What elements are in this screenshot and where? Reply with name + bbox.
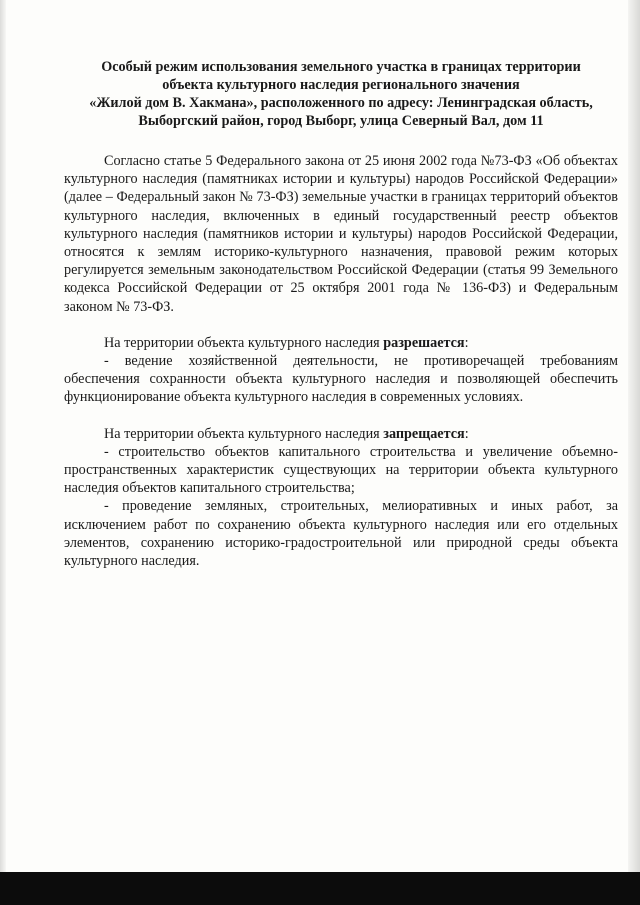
forbidden-item: - проведение земляных, строительных, мелиоративных и иных работ, за исключением работ по сохранению объекта культурного наследия или его отдельных элементов, сохранению историко-градостроительной или природной среды объекта культурного наследия. <box>64 498 618 570</box>
allowed-item: - ведение хозяйственной деятельности, не противоречащей требованиям обеспечения сохранности объекта культурного наследия и позволяющей обеспечить функционирование объекта культурного наследия в современных условиях. <box>64 353 618 406</box>
scan-edge-left <box>0 0 6 905</box>
allowed-keyword: разрешается <box>383 334 465 351</box>
paragraph-gap <box>64 407 618 425</box>
title-line: Выборгский район, город Выборг, улица Северный Вал, дом 11 <box>138 113 544 129</box>
title-line: «Жилой дом В. Хакмана», расположенного по адресу: Ленинградская область, <box>89 95 593 111</box>
forbidden-keyword: запрещается <box>383 425 465 442</box>
forbidden-lead-text: На территории объекта культурного наследия <box>104 425 384 442</box>
forbidden-heading <box>64 425 618 443</box>
intro-paragraph: Согласно статье 5 Федерального закона от 25 июня 2002 года №73-ФЗ «Об объектах культурного наследия (памятниках истории и культуры) народов Российской Федерации» (далее – Федеральный закон № 73-ФЗ) земельные участки в границах территорий объектов культурного наследия, включенных в единый государственный реестр объектов культурного наследия (памятников истории и культуры) народов Российской Федерации, относятся к землям историко-культурного назначения, правовой режим которых регулируется земельным законодательством Российской Федерации (статья 99 Земельного кодекса Российской Федерации от 25 октября 2001 года № 136-ФЗ) и Федеральным законом № 73-ФЗ. <box>64 153 618 315</box>
scan-edge-right <box>628 0 640 905</box>
title-line: объекта культурного наследия регионального значения <box>162 77 520 93</box>
forbidden-tail: : <box>464 425 469 442</box>
forbidden-item: - строительство объектов капитального строительства и увеличение объемно-пространственных характеристик существующих на территории объекта культурного наследия объектов капитального строительства; <box>64 443 618 497</box>
scan-edge-bottom <box>0 872 640 905</box>
document-title <box>64 58 618 130</box>
title-line: Особый режим использования земельного участка в границах территории <box>101 59 581 75</box>
paragraph-gap <box>64 316 618 334</box>
allowed-tail: : <box>464 334 469 351</box>
document-body <box>64 58 618 570</box>
allowed-lead-text: На территории объекта культурного наследия <box>104 334 384 351</box>
allowed-heading <box>64 334 618 352</box>
